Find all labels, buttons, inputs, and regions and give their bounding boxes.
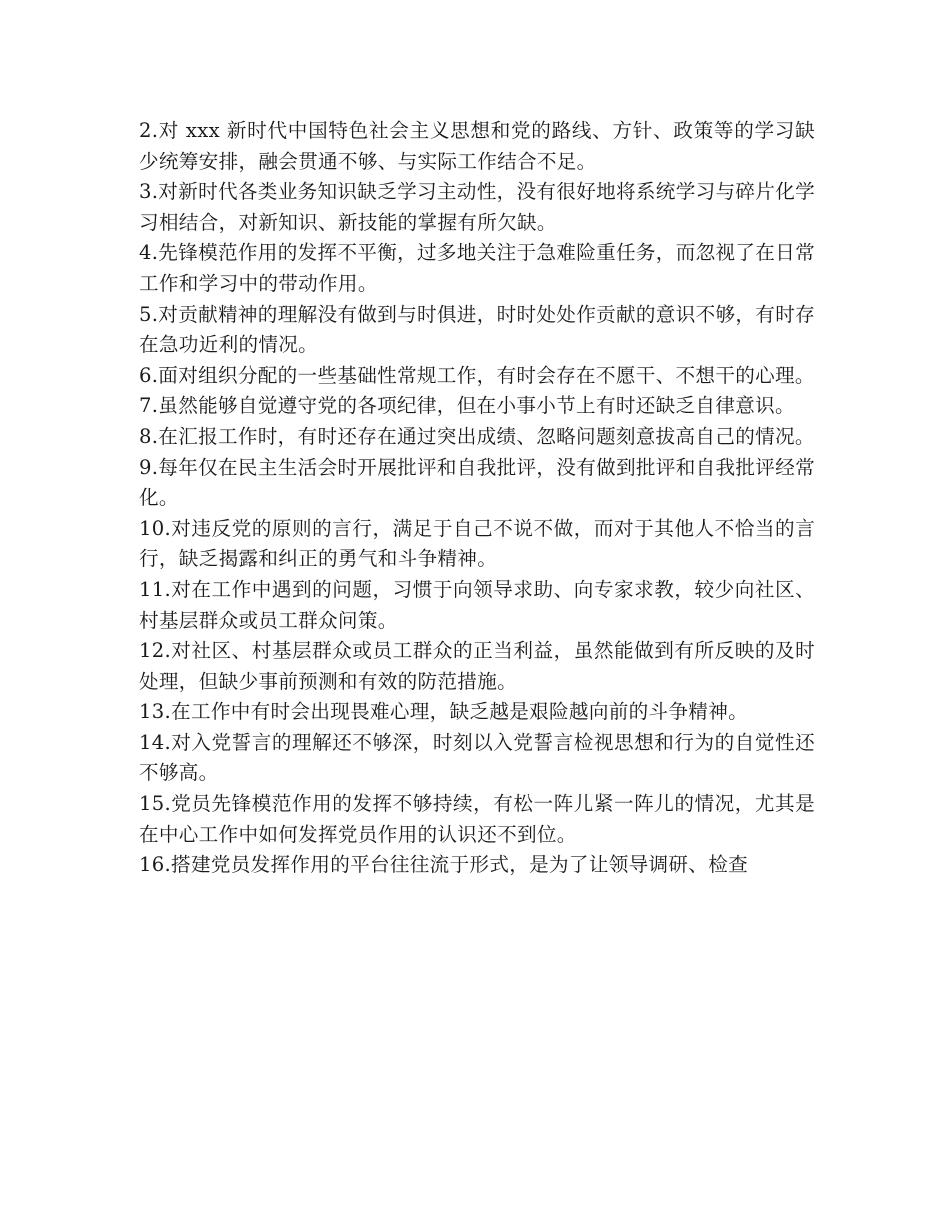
list-item: 3.对新时代各类业务知识缺乏学习主动性，没有很好地将系统学习与碎片化学习相结合，对新知识、新技能的掌握有所欠缺。 <box>139 180 815 234</box>
list-item: 7.虽然能够自觉遵守党的各项纪律，但在小事小节上有时还缺乏自律意识。 <box>139 394 795 418</box>
list-item: 8.在汇报工作时，有时还存在通过突出成绩、忽略问题刻意拔高自己的情况。 <box>139 424 815 448</box>
document-body <box>139 116 815 881</box>
list-item: 16.搭建党员发挥作用的平台往往流于形式，是为了让领导调研、检查 <box>139 853 748 877</box>
list-item: 15.党员先锋模范作用的发挥不够持续，有松一阵儿紧一阵儿的情况，尤其是在中心工作中如何发挥党员作用的认识还不到位。 <box>139 792 815 846</box>
list-item: 2.对 xxx 新时代中国特色社会主义思想和党的路线、方针、政策等的学习缺少统筹安排，融会贯通不够、与实际工作结合不足。 <box>139 119 815 173</box>
list-item: 14.对入党誓言的理解还不够深，时刻以入党誓言检视思想和行为的自觉性还不够高。 <box>139 730 815 785</box>
list-item: 13.在工作中有时会出现畏难心理，缺乏越是艰险越向前的斗争精神。 <box>139 700 748 724</box>
list-item: 9.每年仅在民主生活会时开展批评和自我批评，没有做到批评和自我批评经常化。 <box>139 455 815 510</box>
list-item: 10.对违反党的原则的言行，满足于自己不说不做，而对于其他人不恰当的言行，缺乏揭露和纠正的勇气和斗争精神。 <box>139 516 815 571</box>
list-item: 11.对在工作中遇到的问题，习惯于向领导求助、向专家求教，较少向社区、村基层群众或员工群众问策。 <box>139 577 815 632</box>
list-item: 12.对社区、村基层群众或员工群众的正当利益，虽然能做到有所反映的及时处理，但缺少事前预测和有效的防范措施。 <box>139 639 815 693</box>
list-item: 4.先锋模范作用的发挥不平衡，过多地关注于急难险重任务，而忽视了在日常工作和学习中的带动作用。 <box>139 241 815 295</box>
list-item: 6.面对组织分配的一些基础性常规工作，有时会存在不愿干、不想干的心理。 <box>139 363 815 387</box>
list-item: 5.对贡献精神的理解没有做到与时俱进，时时处处作贡献的意识不够，有时存在急功近利的情况。 <box>139 302 815 357</box>
